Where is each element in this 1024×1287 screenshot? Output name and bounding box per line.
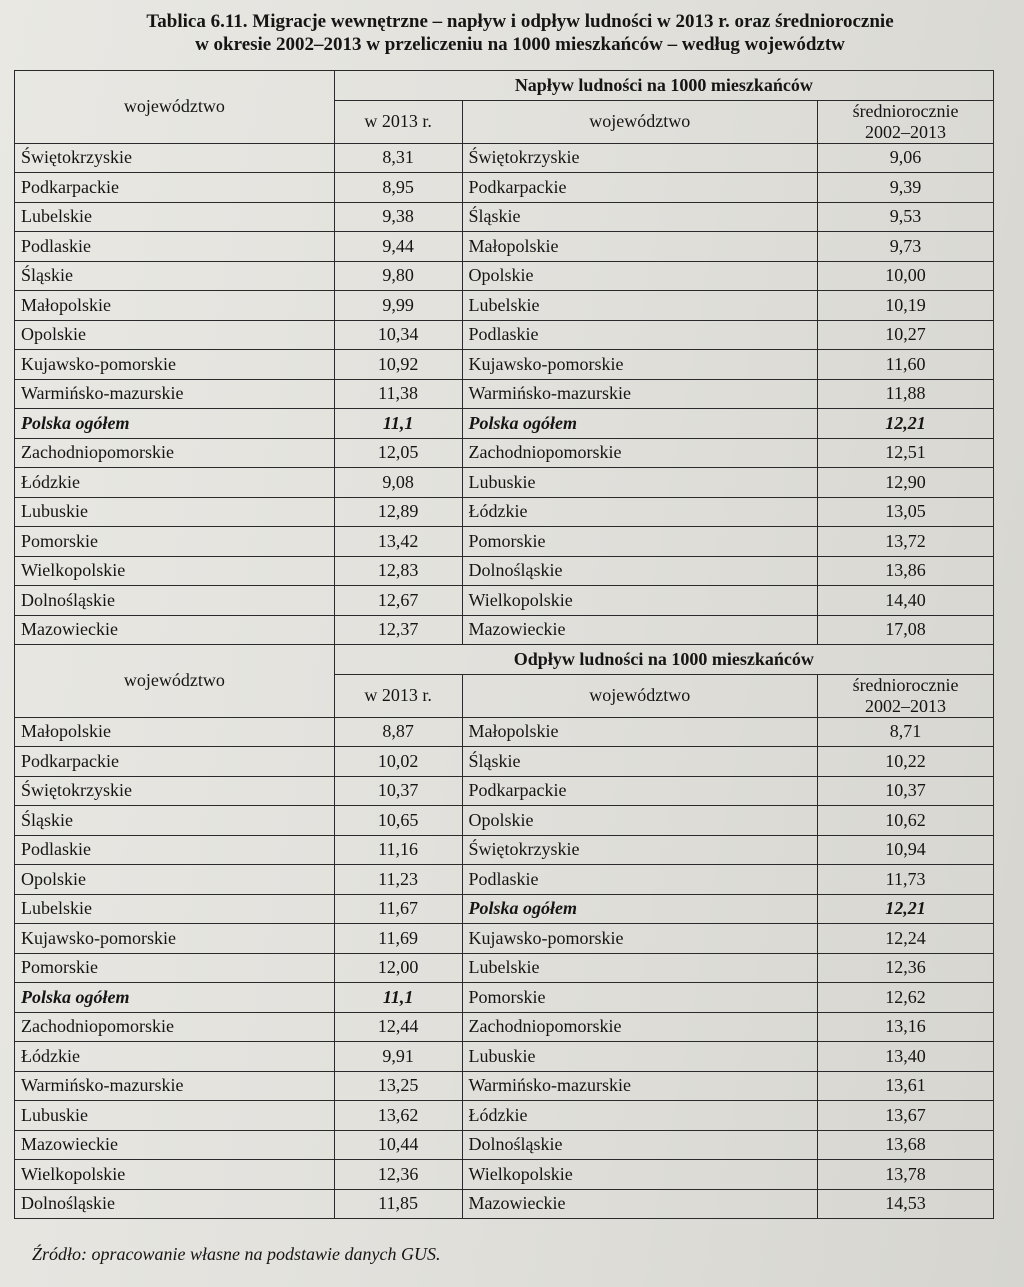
- value-avg-cell: 10,94: [818, 835, 994, 865]
- region-a-cell: Śląskie: [15, 806, 335, 836]
- region-b-cell: Mazowieckie: [462, 1189, 818, 1219]
- inflow-avg-header: [818, 100, 994, 143]
- region-b-cell: Zachodniopomorskie: [462, 438, 818, 468]
- region-a-cell: Świętokrzyskie: [15, 776, 335, 806]
- region-a-cell: Lubelskie: [15, 202, 335, 232]
- value-avg-cell: 13,72: [818, 527, 994, 557]
- region-b-cell: Mazowieckie: [462, 615, 818, 645]
- value-2013-cell: 11,38: [334, 379, 462, 409]
- value-avg-cell: 12,21: [818, 409, 994, 439]
- table-row: [15, 350, 994, 380]
- table-row: [15, 261, 994, 291]
- source-note: Źródło: opracowanie własne na podstawie danych GUS.: [32, 1244, 441, 1264]
- value-2013-cell: 11,85: [334, 1189, 462, 1219]
- region-a-cell: Śląskie: [15, 261, 335, 291]
- table-row: [15, 173, 994, 203]
- value-2013-cell: 9,38: [334, 202, 462, 232]
- region-a-cell: Podkarpackie: [15, 747, 335, 777]
- value-2013-cell: 12,00: [334, 953, 462, 983]
- inflow-avg-header-line1: średniorocznie: [852, 100, 959, 121]
- region-a-cell: Zachodniopomorskie: [15, 438, 335, 468]
- region-a-cell: Zachodniopomorskie: [15, 1012, 335, 1042]
- value-2013-cell: 11,23: [334, 865, 462, 895]
- value-2013-cell: 9,08: [334, 468, 462, 498]
- value-avg-cell: 14,53: [818, 1189, 994, 1219]
- region-a-cell: Podkarpackie: [15, 173, 335, 203]
- region-b-cell: Warmińsko-mazurskie: [462, 1071, 818, 1101]
- value-2013-cell: 10,65: [334, 806, 462, 836]
- region-b-cell: Pomorskie: [462, 983, 818, 1013]
- value-2013-cell: 9,91: [334, 1042, 462, 1072]
- table-row: [15, 776, 994, 806]
- value-avg-cell: 10,37: [818, 776, 994, 806]
- outflow-region-header: województwo: [15, 645, 335, 718]
- table-row: [15, 291, 994, 321]
- region-a-cell: Łódzkie: [15, 1042, 335, 1072]
- value-2013-cell: 11,1: [334, 409, 462, 439]
- table-row: [15, 1189, 994, 1219]
- table-row: [15, 865, 994, 895]
- value-2013-cell: 12,37: [334, 615, 462, 645]
- region-b-cell: Warmińsko-mazurskie: [462, 379, 818, 409]
- region-a-cell: Opolskie: [15, 865, 335, 895]
- inflow-avg-header-line2: 2002–2013: [865, 121, 947, 142]
- table-title: [40, 10, 1000, 56]
- region-b-cell: Lubelskie: [462, 291, 818, 321]
- outflow-region-header-b: województwo: [462, 674, 818, 717]
- table-row: [15, 1101, 994, 1131]
- outflow-section-header: [15, 645, 994, 675]
- inflow-region-header-b: województwo: [462, 100, 818, 143]
- inflow-year-header: w 2013 r.: [334, 100, 462, 143]
- region-b-cell: Lubuskie: [462, 1042, 818, 1072]
- region-a-cell: Podlaskie: [15, 232, 335, 262]
- region-a-cell: Polska ogółem: [15, 983, 335, 1013]
- table-row: [15, 556, 994, 586]
- region-b-cell: Kujawsko-pomorskie: [462, 924, 818, 954]
- value-2013-cell: 12,36: [334, 1160, 462, 1190]
- value-2013-cell: 13,42: [334, 527, 462, 557]
- value-2013-cell: 11,67: [334, 894, 462, 924]
- region-b-cell: Świętokrzyskie: [462, 835, 818, 865]
- value-avg-cell: 13,86: [818, 556, 994, 586]
- value-avg-cell: 12,62: [818, 983, 994, 1013]
- table-row: [15, 527, 994, 557]
- value-2013-cell: 10,92: [334, 350, 462, 380]
- value-avg-cell: 8,71: [818, 717, 994, 747]
- value-2013-cell: 8,87: [334, 717, 462, 747]
- region-a-cell: Łódzkie: [15, 468, 335, 498]
- value-2013-cell: 13,25: [334, 1071, 462, 1101]
- value-avg-cell: 9,73: [818, 232, 994, 262]
- value-2013-cell: 11,16: [334, 835, 462, 865]
- value-avg-cell: 12,24: [818, 924, 994, 954]
- region-b-cell: Polska ogółem: [462, 894, 818, 924]
- value-2013-cell: 12,05: [334, 438, 462, 468]
- inflow-section-title: Napływ ludności na 1000 mieszkańców: [334, 71, 993, 101]
- region-a-cell: Pomorskie: [15, 527, 335, 557]
- value-2013-cell: 10,34: [334, 320, 462, 350]
- region-b-cell: Polska ogółem: [462, 409, 818, 439]
- outflow-avg-header: [818, 674, 994, 717]
- region-b-cell: Śląskie: [462, 747, 818, 777]
- value-avg-cell: 13,05: [818, 497, 994, 527]
- value-avg-cell: 13,68: [818, 1130, 994, 1160]
- value-avg-cell: 11,60: [818, 350, 994, 380]
- table-row: [15, 806, 994, 836]
- region-b-cell: Łódzkie: [462, 497, 818, 527]
- table-row: [15, 497, 994, 527]
- value-avg-cell: 11,88: [818, 379, 994, 409]
- outflow-avg-header-line1: średniorocznie: [852, 674, 959, 695]
- value-avg-cell: 17,08: [818, 615, 994, 645]
- table-row: [15, 320, 994, 350]
- value-2013-cell: 12,67: [334, 586, 462, 616]
- value-avg-cell: 9,39: [818, 173, 994, 203]
- table-row: [15, 1012, 994, 1042]
- table-row: [15, 143, 994, 173]
- value-avg-cell: 10,00: [818, 261, 994, 291]
- value-2013-cell: 8,95: [334, 173, 462, 203]
- value-avg-cell: 13,61: [818, 1071, 994, 1101]
- outflow-year-header: w 2013 r.: [334, 674, 462, 717]
- region-b-cell: Lubuskie: [462, 468, 818, 498]
- region-b-cell: Wielkopolskie: [462, 586, 818, 616]
- table-row: [15, 894, 994, 924]
- value-2013-cell: 8,31: [334, 143, 462, 173]
- value-avg-cell: 13,40: [818, 1042, 994, 1072]
- region-a-cell: Podlaskie: [15, 835, 335, 865]
- table-row: [15, 586, 994, 616]
- value-avg-cell: 12,21: [818, 894, 994, 924]
- value-2013-cell: 11,1: [334, 983, 462, 1013]
- region-a-cell: Małopolskie: [15, 717, 335, 747]
- table-row: [15, 1160, 994, 1190]
- value-2013-cell: 10,37: [334, 776, 462, 806]
- value-avg-cell: 10,19: [818, 291, 994, 321]
- region-b-cell: Opolskie: [462, 806, 818, 836]
- region-b-cell: Pomorskie: [462, 527, 818, 557]
- outflow-avg-header-line2: 2002–2013: [865, 695, 947, 716]
- value-2013-cell: 12,89: [334, 497, 462, 527]
- value-avg-cell: 13,78: [818, 1160, 994, 1190]
- title-line-2: w okresie 2002–2013 w przeliczeniu na 1000 mieszkańców – według województw: [195, 34, 845, 55]
- value-2013-cell: 9,80: [334, 261, 462, 291]
- table-row: [15, 835, 994, 865]
- region-b-cell: Podkarpackie: [462, 173, 818, 203]
- value-2013-cell: 12,44: [334, 1012, 462, 1042]
- region-b-cell: Łódzkie: [462, 1101, 818, 1131]
- region-b-cell: Małopolskie: [462, 717, 818, 747]
- value-avg-cell: 10,62: [818, 806, 994, 836]
- table-row: [15, 1130, 994, 1160]
- value-avg-cell: 13,67: [818, 1101, 994, 1131]
- table-row: [15, 468, 994, 498]
- value-avg-cell: 12,90: [818, 468, 994, 498]
- region-b-cell: Dolnośląskie: [462, 556, 818, 586]
- table-row: [15, 409, 994, 439]
- region-a-cell: Lubuskie: [15, 1101, 335, 1131]
- region-b-cell: Podlaskie: [462, 320, 818, 350]
- value-2013-cell: 11,69: [334, 924, 462, 954]
- value-2013-cell: 13,62: [334, 1101, 462, 1131]
- value-2013-cell: 10,02: [334, 747, 462, 777]
- region-a-cell: Dolnośląskie: [15, 1189, 335, 1219]
- region-a-cell: Małopolskie: [15, 291, 335, 321]
- region-b-cell: Świętokrzyskie: [462, 143, 818, 173]
- value-avg-cell: 9,53: [818, 202, 994, 232]
- table-row: [15, 379, 994, 409]
- value-2013-cell: 9,44: [334, 232, 462, 262]
- value-2013-cell: 12,83: [334, 556, 462, 586]
- region-a-cell: Mazowieckie: [15, 1130, 335, 1160]
- value-avg-cell: 10,22: [818, 747, 994, 777]
- table-row: [15, 747, 994, 777]
- region-a-cell: Wielkopolskie: [15, 1160, 335, 1190]
- region-a-cell: Świętokrzyskie: [15, 143, 335, 173]
- title-line-1: Tablica 6.11. Migracje wewnętrzne – napływ i odpływ ludności w 2013 r. oraz średniorocznie: [146, 11, 894, 32]
- region-b-cell: Podkarpackie: [462, 776, 818, 806]
- table-row: [15, 924, 994, 954]
- table-row: [15, 1042, 994, 1072]
- region-b-cell: Zachodniopomorskie: [462, 1012, 818, 1042]
- region-a-cell: Pomorskie: [15, 953, 335, 983]
- region-a-cell: Lubuskie: [15, 497, 335, 527]
- region-a-cell: Lubelskie: [15, 894, 335, 924]
- table-row: [15, 717, 994, 747]
- region-b-cell: Wielkopolskie: [462, 1160, 818, 1190]
- region-a-cell: Wielkopolskie: [15, 556, 335, 586]
- region-b-cell: Małopolskie: [462, 232, 818, 262]
- value-avg-cell: 14,40: [818, 586, 994, 616]
- table-row: [15, 438, 994, 468]
- region-b-cell: Dolnośląskie: [462, 1130, 818, 1160]
- table-row: [15, 615, 994, 645]
- value-2013-cell: 10,44: [334, 1130, 462, 1160]
- migration-table-body: [15, 71, 994, 1219]
- region-a-cell: Mazowieckie: [15, 615, 335, 645]
- region-b-cell: Lubelskie: [462, 953, 818, 983]
- value-avg-cell: 13,16: [818, 1012, 994, 1042]
- region-a-cell: Kujawsko-pomorskie: [15, 350, 335, 380]
- outflow-section-title: Odpływ ludności na 1000 mieszkańców: [334, 645, 993, 675]
- table-row: [15, 232, 994, 262]
- table-row: [15, 983, 994, 1013]
- region-a-cell: Polska ogółem: [15, 409, 335, 439]
- region-b-cell: Kujawsko-pomorskie: [462, 350, 818, 380]
- table-row: [15, 953, 994, 983]
- table-row: [15, 1071, 994, 1101]
- table-row: [15, 202, 994, 232]
- inflow-region-header: województwo: [15, 71, 335, 144]
- value-2013-cell: 9,99: [334, 291, 462, 321]
- value-avg-cell: 12,36: [818, 953, 994, 983]
- region-a-cell: Kujawsko-pomorskie: [15, 924, 335, 954]
- region-b-cell: Podlaskie: [462, 865, 818, 895]
- region-b-cell: Opolskie: [462, 261, 818, 291]
- value-avg-cell: 12,51: [818, 438, 994, 468]
- region-a-cell: Dolnośląskie: [15, 586, 335, 616]
- value-avg-cell: 11,73: [818, 865, 994, 895]
- region-a-cell: Warmińsko-mazurskie: [15, 1071, 335, 1101]
- value-avg-cell: 9,06: [818, 143, 994, 173]
- region-b-cell: Śląskie: [462, 202, 818, 232]
- migration-table: [14, 70, 994, 1219]
- inflow-section-header: [15, 71, 994, 101]
- region-a-cell: Warmińsko-mazurskie: [15, 379, 335, 409]
- region-a-cell: Opolskie: [15, 320, 335, 350]
- value-avg-cell: 10,27: [818, 320, 994, 350]
